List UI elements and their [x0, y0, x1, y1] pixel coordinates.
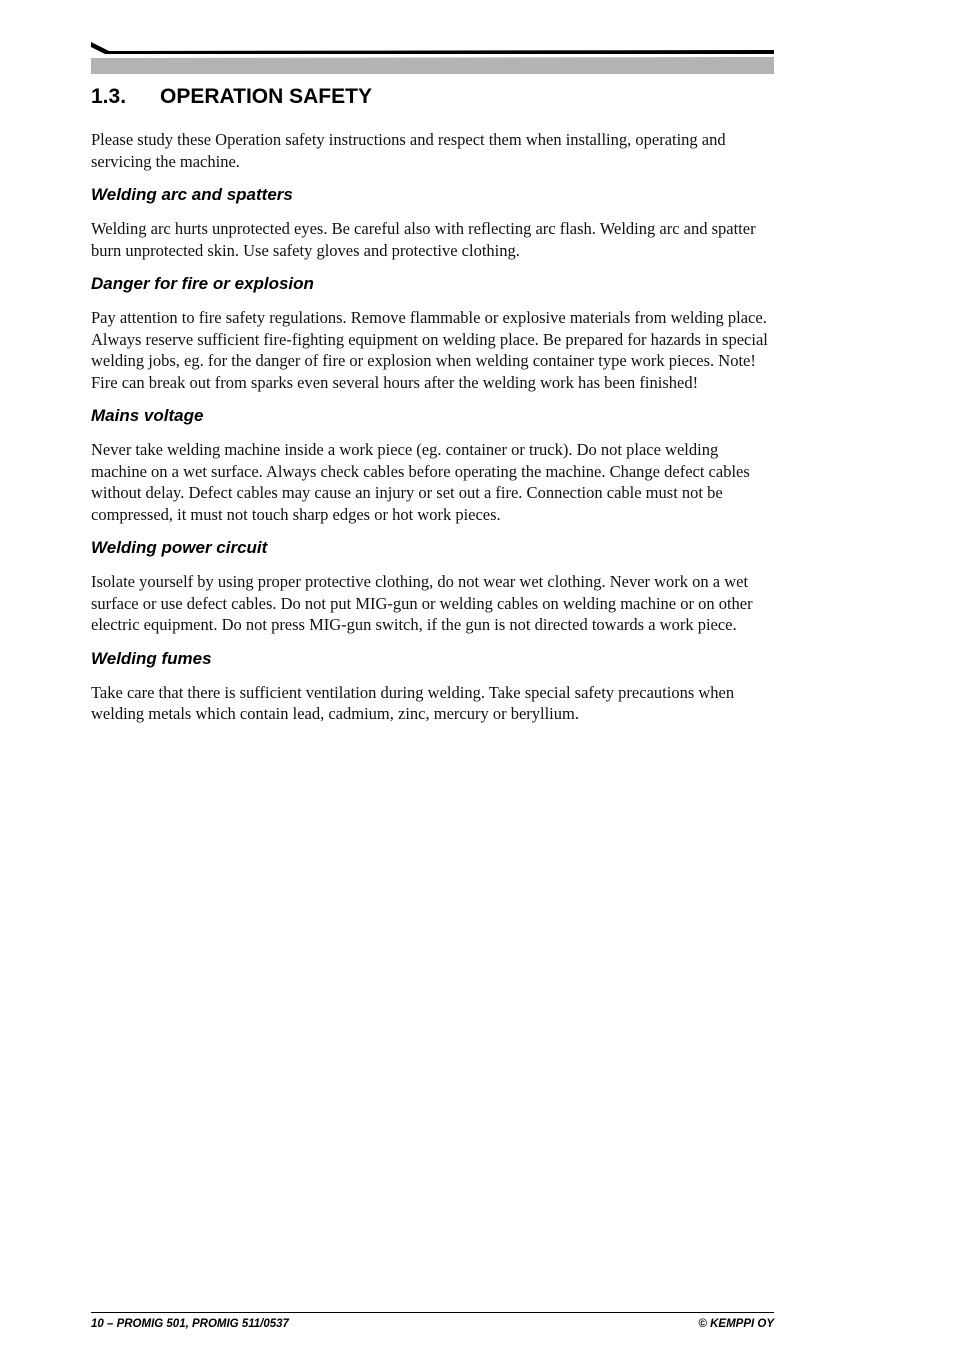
subsection-heading-arc: Welding arc and spatters	[91, 185, 293, 204]
subsection-body-power-circuit: Isolate yourself by using proper protective clothing, do not wear wet clothing. Never work on a wet surface or use defect cables. Do not put MIG-gun or welding cables on welding machine or on other electric equipment. Do not press MIG-gun switch, if the gun is not directed towards a work piece.	[91, 572, 753, 634]
subsection-body-arc: Welding arc hurts unprotected eyes. Be careful also with reflecting arc flash. Welding arc and spatter burn unprotected skin. Use safety gloves and protective clothing.	[91, 219, 756, 260]
header-rule-decoration	[91, 42, 774, 74]
page-footer	[91, 1312, 774, 1330]
subsection-body-fire: Pay attention to fire safety regulations. Remove flammable or explosive materials from welding place. Always reserve sufficient fire-fighting equipment on welding place. Be prepared for hazards in special welding jobs, eg. for the danger of fire or explosion when welding container type work pieces. Note! Fire can break out from sparks even several hours after the welding work has been finished!	[91, 308, 768, 392]
section-heading	[91, 85, 774, 109]
subsection-heading-mains: Mains voltage	[91, 406, 204, 425]
section-number: 1.3.	[91, 85, 127, 108]
page-content	[91, 85, 774, 725]
subsection-heading-power-circuit: Welding power circuit	[91, 538, 268, 557]
subsection-heading-fire: Danger for fire or explosion	[91, 274, 314, 293]
intro-paragraph: Please study these Operation safety instructions and respect them when installing, operating and servicing the machine.	[91, 130, 726, 171]
footer-copyright: © KEMPPI OY	[698, 1318, 774, 1330]
section-title: OPERATION SAFETY	[160, 85, 372, 108]
subsection-heading-fumes: Welding fumes	[91, 648, 212, 668]
footer-document-id: 10 – PROMIG 501, PROMIG 511/0537	[91, 1318, 289, 1330]
subsection-body-mains: Never take welding machine inside a work piece (eg. container or truck). Do not place welding machine on a wet surface. Always check cables before operating the machine. Change defect cables without delay. Defect cables may cause an injury or set out a fire. Connection cable must not be compressed, it must not touch sharp edges or hot work pieces.	[91, 440, 750, 524]
subsection-body-fumes: Take care that there is sufficient ventilation during welding. Take special safety precautions when welding metals which contain lead, cadmium, zinc, mercury or beryllium.	[91, 682, 735, 723]
